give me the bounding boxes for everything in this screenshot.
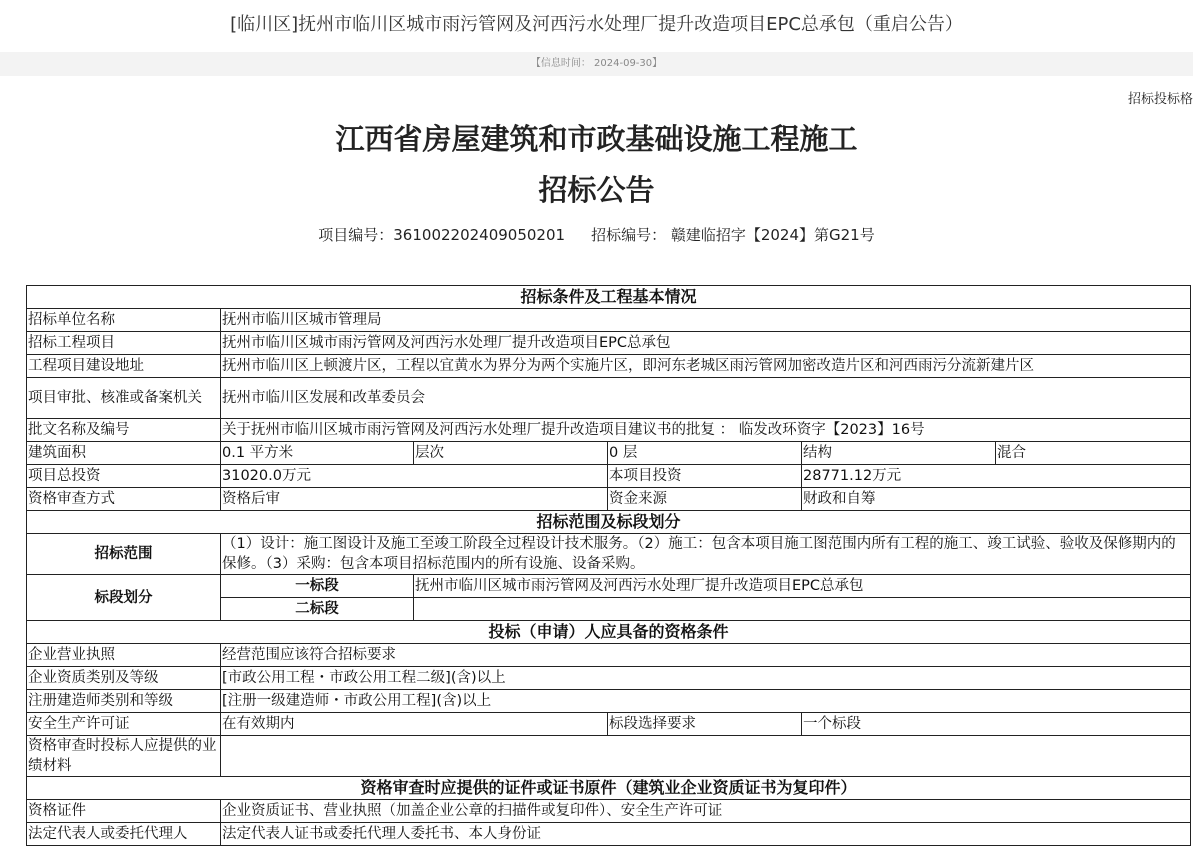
cell-label: 资格审查方式 — [27, 488, 221, 511]
cell-value: 抚州市临川区城市雨污管网及河西污水处理厂提升改造项目EPC总承包 — [221, 332, 1191, 355]
cell-value: 0 层 — [608, 442, 802, 465]
table-row — [27, 777, 1191, 800]
table-row — [27, 488, 1191, 511]
cell-label: 企业资质类别及等级 — [27, 667, 221, 690]
table-row — [27, 378, 1191, 419]
cell-value: （1）设计：施工图设计及施工至竣工阶段全过程设计技术服务。（2）施工：包含本项目施工图范围内所有工程的施工、竣工试验、验收及保修期内的保修。（3）采购：包含本项目招标范围内的所有设施、设备采购。 — [221, 534, 1191, 575]
cell-label: 结构 — [802, 442, 996, 465]
cell-label: 资格审查时投标人应提供的业绩材料 — [27, 736, 221, 777]
cell-label: 招标范围 — [27, 534, 221, 575]
cell-label: 招标工程项目 — [27, 332, 221, 355]
cell-value: 在有效期内 — [221, 713, 608, 736]
cell-value: 财政和自筹 — [802, 488, 1191, 511]
cell-value: 抚州市临川区上顿渡片区，工程以宜黄水为界分为两个实施片区，即河东老城区雨污管网加密改造片区和河西雨污分流新建片区 — [221, 355, 1191, 378]
lot-name: 一标段 — [221, 575, 414, 598]
cell-value: 关于抚州市临川区城市雨污管网及河西污水处理厂提升改造项目建议书的批复 ： 临发改环资字【2023】16号 — [221, 419, 1191, 442]
tender-number: 招标编号： 赣建临招字【2024】第G21号 — [591, 226, 875, 244]
table-row — [27, 621, 1191, 644]
cell-label: 企业营业执照 — [27, 644, 221, 667]
format-label: 招标投标格 — [1127, 92, 1193, 107]
cell-value: 28771.12万元 — [802, 465, 1191, 488]
page-header-title: [临川区]抚州市临川区城市雨污管网及河西污水处理厂提升改造项目EPC总承包（重启公告） — [230, 14, 963, 35]
cell-label: 资金来源 — [608, 488, 802, 511]
cell-value: 一个标段 — [802, 713, 1191, 736]
cell-label: 工程项目建设地址 — [27, 355, 221, 378]
cell-value: 法定代表人证书或委托代理人委托书、本人身份证 — [221, 823, 1191, 846]
cell-label: 资格证件 — [27, 800, 221, 823]
table-row — [27, 286, 1191, 309]
cell-value: 企业资质证书、营业执照（加盖企业公章的扫描件或复印件）、安全生产许可证 — [221, 800, 1191, 823]
cell-label: 标段选择要求 — [608, 713, 802, 736]
table-row — [27, 823, 1191, 846]
cell-value: [市政公用工程・市政公用工程二级](含)以上 — [221, 667, 1191, 690]
cell-value: 抚州市临川区发展和改革委员会 — [221, 378, 1191, 419]
cell-value — [221, 736, 1191, 777]
tender-info-table — [26, 285, 1191, 846]
cell-label: 标段划分 — [27, 575, 221, 621]
section-heading: 招标范围及标段划分 — [27, 511, 1191, 534]
table-row — [27, 736, 1191, 777]
cell-label: 注册建造师类别和等级 — [27, 690, 221, 713]
lot-name: 二标段 — [221, 598, 414, 621]
cell-value: 资格后审 — [221, 488, 608, 511]
cell-label: 批文名称及编号 — [27, 419, 221, 442]
cell-value: 0.1 平方米 — [221, 442, 414, 465]
table-row — [27, 667, 1191, 690]
cell-label: 建筑面积 — [27, 442, 221, 465]
cell-value: [注册一级建造师・市政公用工程](含)以上 — [221, 690, 1191, 713]
cell-label: 安全生产许可证 — [27, 713, 221, 736]
table-row — [27, 713, 1191, 736]
doc-title-line1: 江西省房屋建筑和市政基础设施工程施工 — [335, 122, 858, 156]
cell-label: 层次 — [414, 442, 608, 465]
table-row — [27, 419, 1191, 442]
cell-label: 项目审批、核准或备案机关 — [27, 378, 221, 419]
table-row — [27, 575, 1191, 598]
cell-label: 项目总投资 — [27, 465, 221, 488]
table-row — [27, 690, 1191, 713]
info-time: 【信息时间： 2024-09-30】 — [0, 52, 1193, 76]
lot-value — [414, 598, 1191, 621]
table-row — [27, 644, 1191, 667]
section-heading: 资格审查时应提供的证件或证书原件（建筑业企业资质证书为复印件） — [27, 777, 1191, 800]
doc-title-line2: 招标公告 — [538, 173, 655, 207]
section-heading: 投标（申请）人应具备的资格条件 — [27, 621, 1191, 644]
cell-value: 31020.0万元 — [221, 465, 608, 488]
cell-label: 招标单位名称 — [27, 309, 221, 332]
table-row — [27, 511, 1191, 534]
table-row — [27, 332, 1191, 355]
project-number: 项目编号：361002202409050201 — [318, 226, 566, 244]
table-row — [27, 355, 1191, 378]
cell-label: 本项目投资 — [608, 465, 802, 488]
table-row — [27, 465, 1191, 488]
table-row — [27, 800, 1191, 823]
table-row — [27, 309, 1191, 332]
cell-value: 混合 — [996, 442, 1191, 465]
section-heading: 招标条件及工程基本情况 — [27, 286, 1191, 309]
table-row — [27, 534, 1191, 575]
cell-value: 抚州市临川区城市管理局 — [221, 309, 1191, 332]
doc-codes — [0, 224, 1193, 246]
cell-label: 法定代表人或委托代理人 — [27, 823, 221, 846]
cell-value: 经营范围应该符合招标要求 — [221, 644, 1191, 667]
lot-value: 抚州市临川区城市雨污管网及河西污水处理厂提升改造项目EPC总承包 — [414, 575, 1191, 598]
table-row — [27, 442, 1191, 465]
